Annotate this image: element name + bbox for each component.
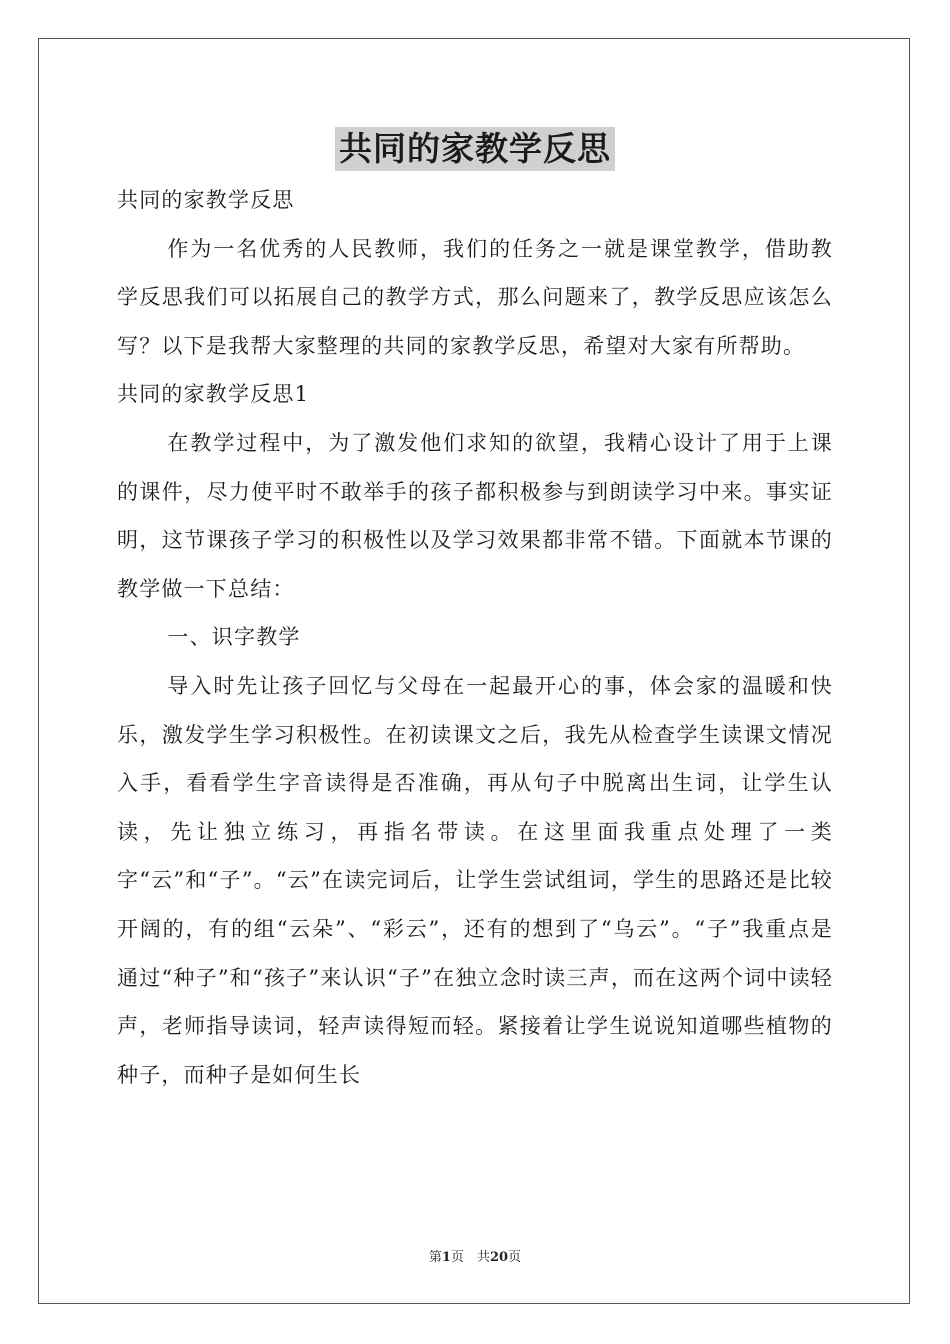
document-body: [117, 176, 833, 1099]
paragraph-section-1: 在教学过程中，为了激发他们求知的欲望，我精心设计了用于上课的课件，尽力使平时不敢举手的孩子都积极参与到朗读学习中来。事实证明，这节课孩子学习的积极性以及学习效果都非常不错。下面就本节课的教学做一下总结：: [117, 430, 833, 601]
document-title: 共同的家教学反思: [335, 127, 615, 171]
paragraph-literacy: 导入时先让孩子回忆与父母在一起最开心的事，体会家的温暖和快乐，激发学生学习积极性。在初读课文之后，我先从检查学生读课文情况入手，看看学生字音读得是否准确，再从句子中脱离出生词，让学生认读，先让独立练习，再指名带读。在这里面我重点处理了一类字“云”和“子”。“云”在读完词后，让学生尝试组词，学生的思路还是比较开阔的，有的组“云朵”、“彩云”，还有的想到了“乌云”。“子”我重点是通过“种子”和“孩子”来认识“子”在独立念时读三声，而在这两个词中读轻声，老师指导读词，轻声读得短而轻。紧接着让学生说说知道哪些植物的种子，而种子是如何生长: [117, 673, 833, 1087]
paragraph-intro: 作为一名优秀的人民教师，我们的任务之一就是课堂教学，借助教学反思我们可以拓展自己的教学方式，那么问题来了，教学反思应该怎么写？以下是我帮大家整理的共同的家教学反思，希望对大家有所帮助。: [117, 236, 833, 358]
paragraph-subtitle: 共同的家教学反思: [117, 188, 295, 212]
footer-page-total: 20: [489, 1250, 509, 1265]
title-container: [0, 127, 950, 171]
page-footer: [0, 1246, 950, 1265]
subheading-literacy: 一、识字教学: [167, 625, 301, 650]
footer-suffix: 页: [508, 1250, 522, 1265]
footer-page-current: 1: [441, 1250, 451, 1265]
section-heading-1: 共同的家教学反思1: [117, 382, 310, 407]
footer-mid: 页 共: [450, 1250, 490, 1265]
footer-prefix: 第: [428, 1250, 442, 1265]
